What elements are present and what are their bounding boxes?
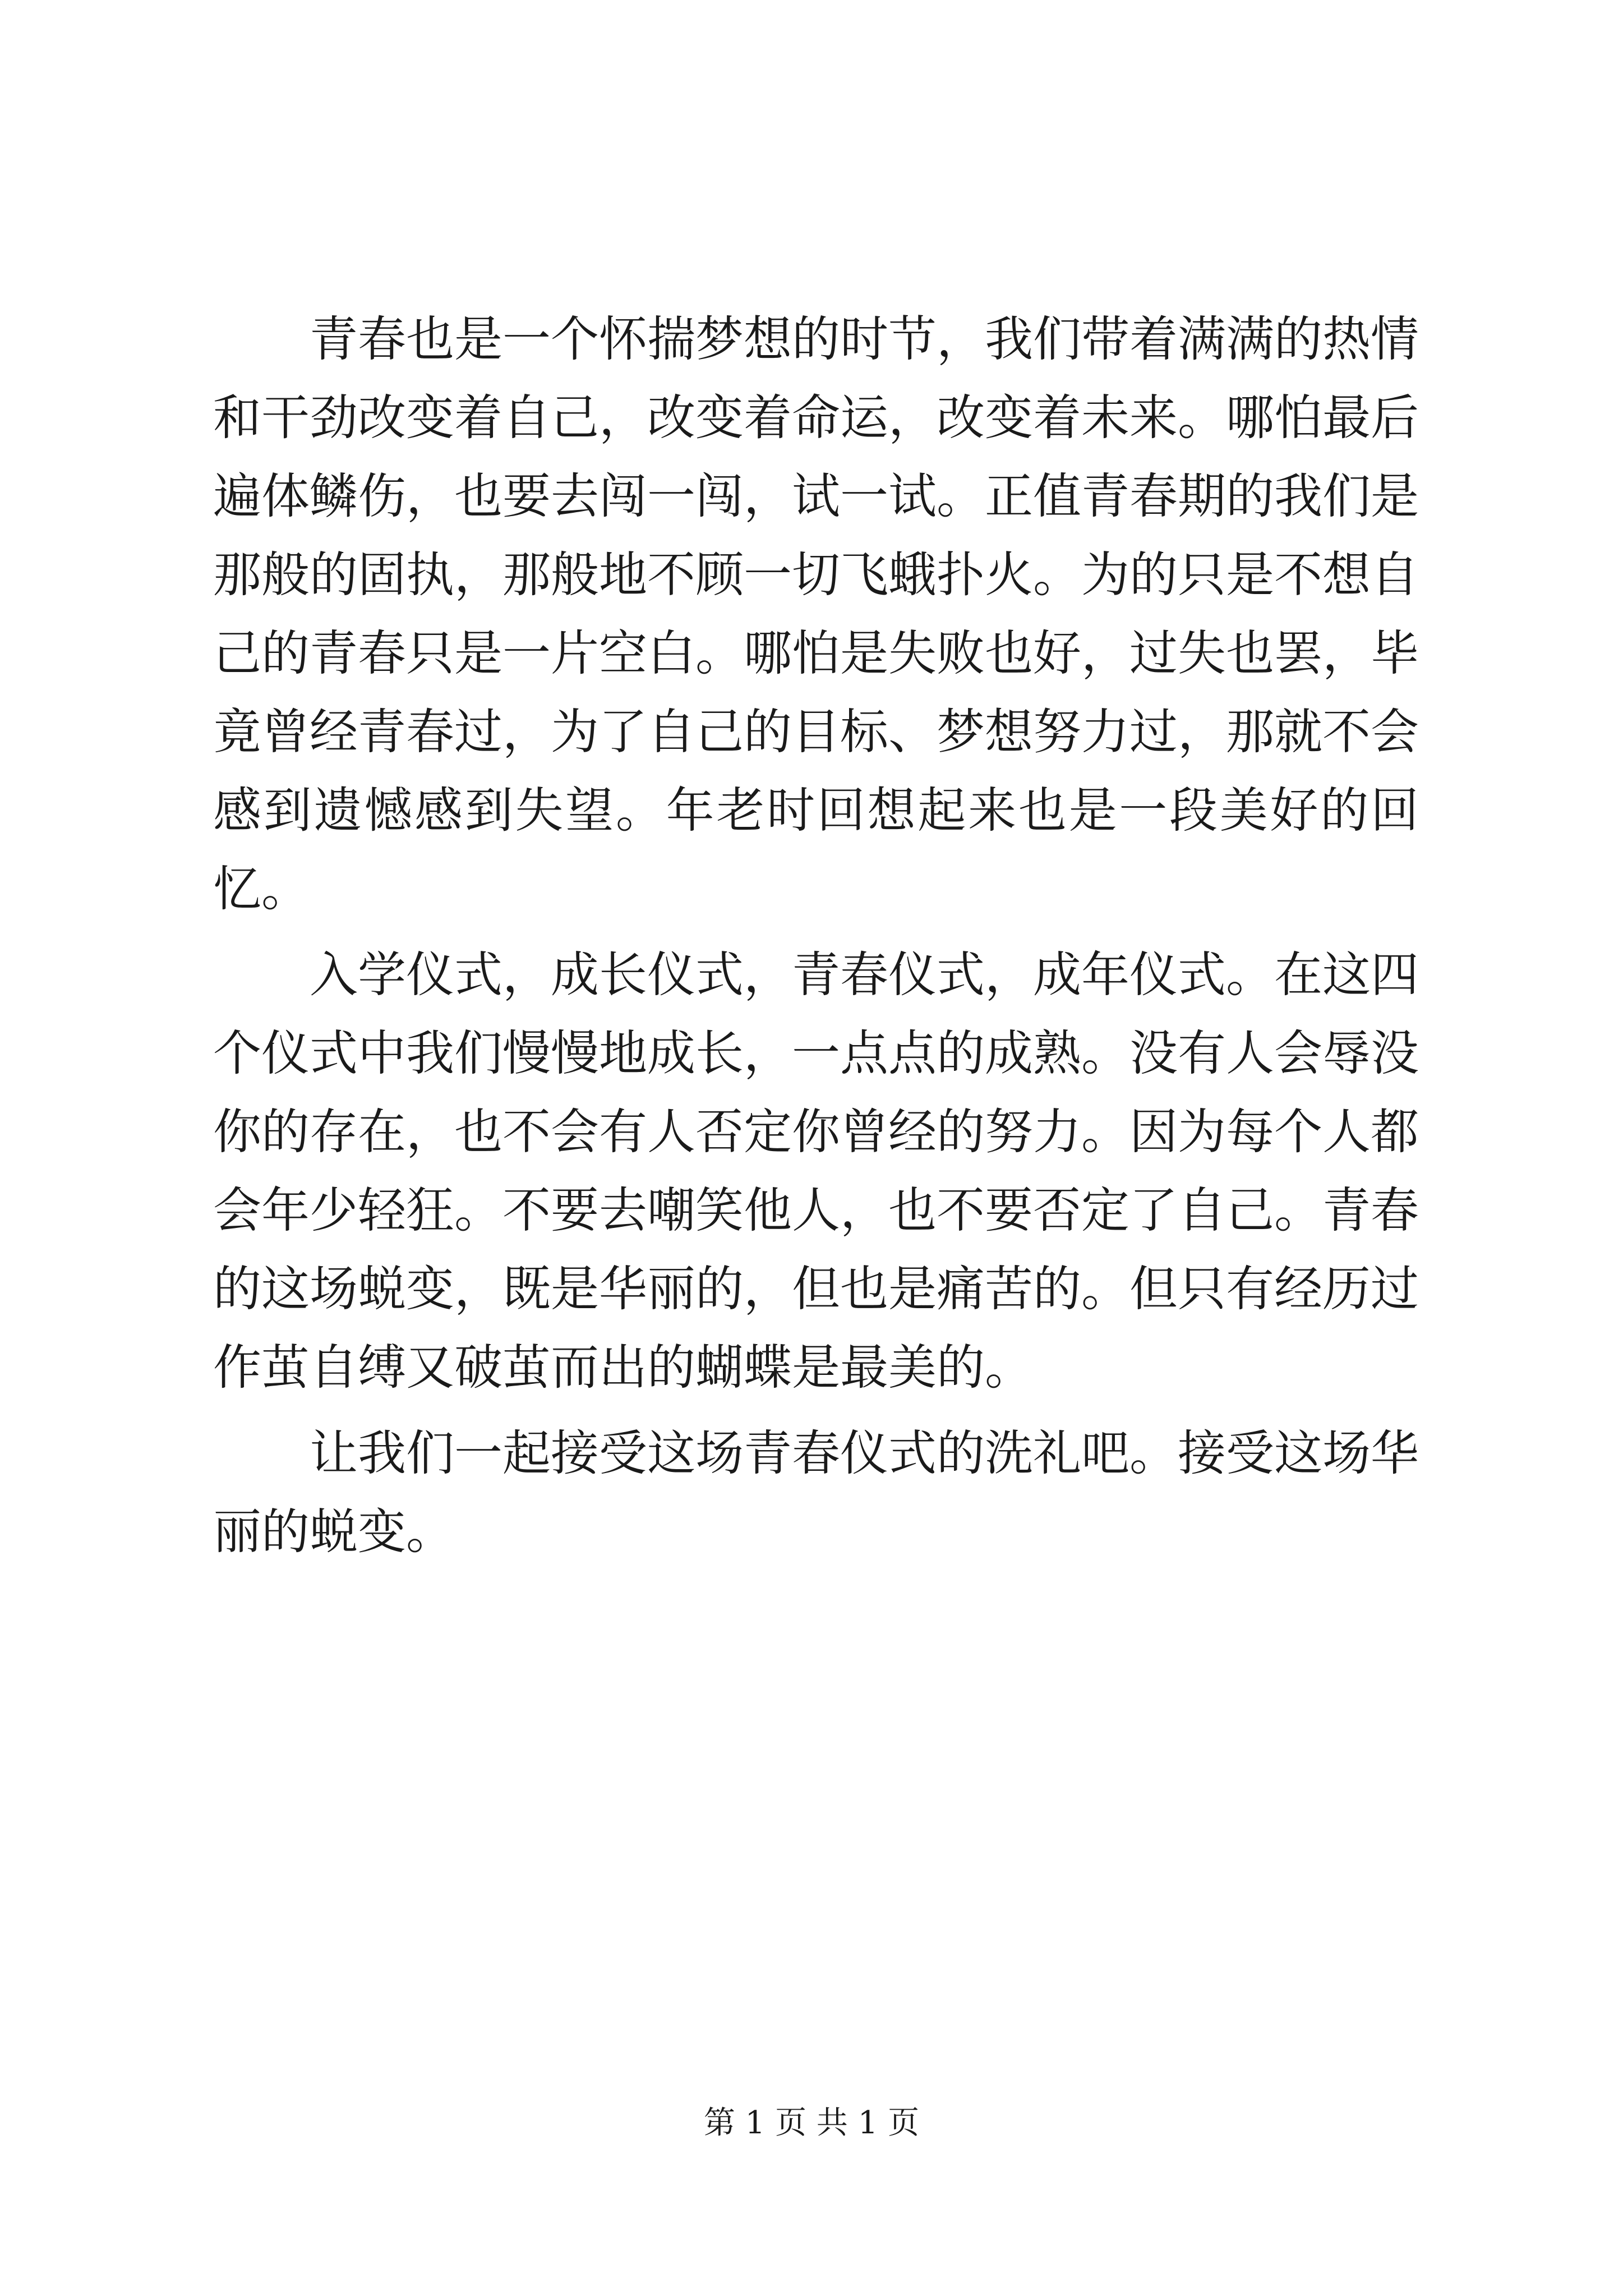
page-footer: 第 1 页 共 1 页	[703, 2105, 920, 2141]
paragraph-1: 青春也是一个怀揣梦想的时节，我们带着满满的热情和干劲改变着自己，改变着命运，改变着未来。哪怕最后遍体鳞伤，也要去闯一闯，试一试。正值青春期的我们是那般的固执，那般地不顾一切飞蛾扑火。为的只是不想自己的青春只是一片空白。哪怕是失败也好，过失也罢，毕竟曾经青春过，为了自己的目标、梦想努力过，那就不会感到遗憾感到失望。年老时回想起来也是一段美好的回忆。	[213, 311, 1419, 917]
document-body	[213, 300, 1419, 1579]
paragraph-2: 入学仪式，成长仪式，青春仪式，成年仪式。在这四个仪式中我们慢慢地成长，一点点的成熟。没有人会辱没你的存在，也不会有人否定你曾经的努力。因为每个人都会年少轻狂。不要去嘲笑他人，也不要否定了自己。青春的这场蜕变，既是华丽的，但也是痛苦的。但只有经历过作茧自缚又破茧而出的蝴蝶是最美的。	[213, 947, 1419, 1396]
paragraph-3: 让我们一起接受这场青春仪式的洗礼吧。接受这场华丽的蜕变。	[213, 1425, 1419, 1560]
